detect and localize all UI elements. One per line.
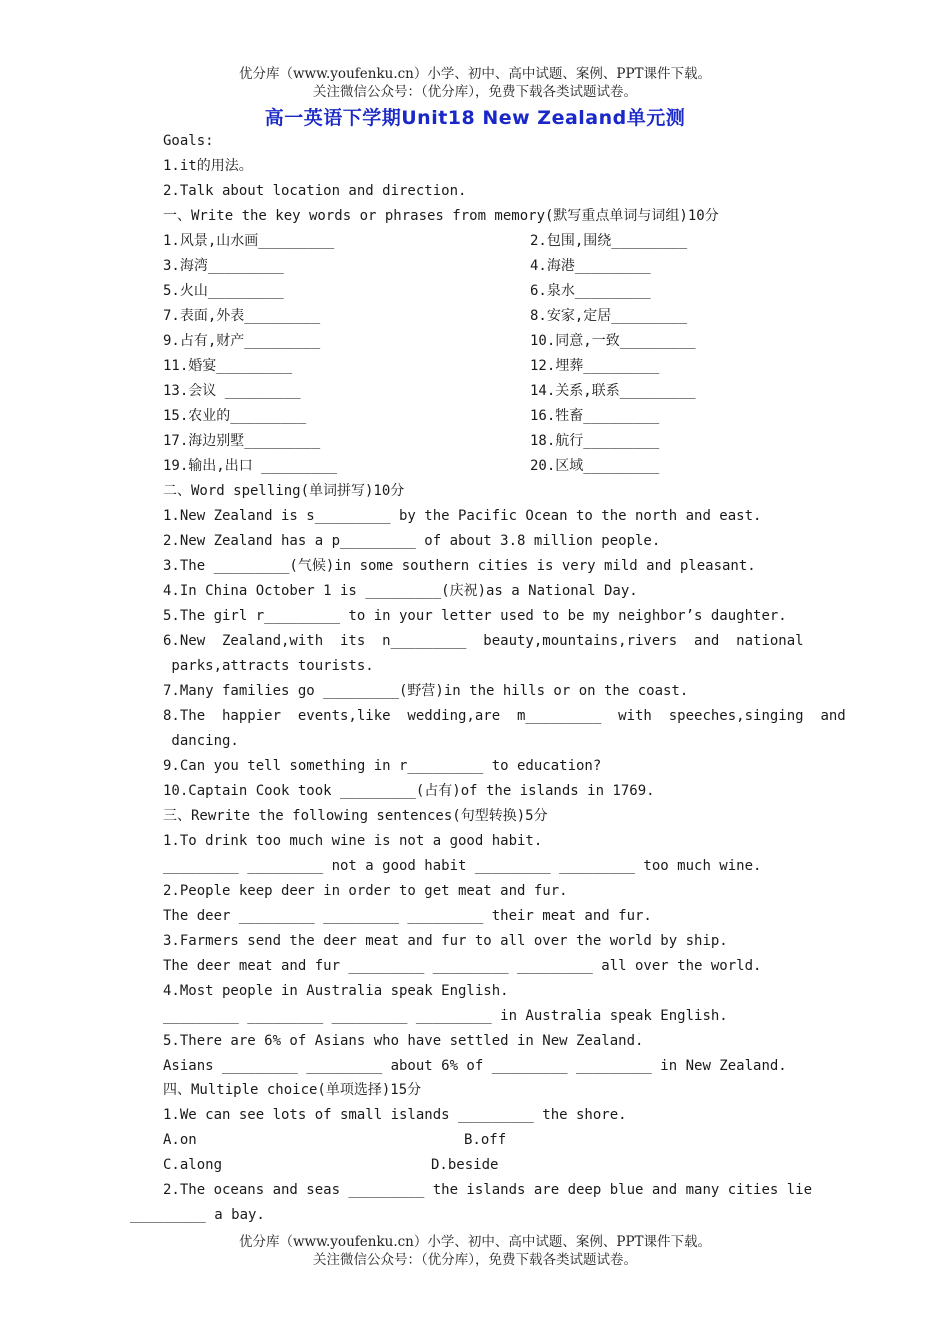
- vocab-item: 6.泉水_________: [530, 283, 651, 299]
- rewrite-line: _________ _________ _________ _________ in Australia speak English.: [163, 1008, 728, 1024]
- vocab-item: 1.风景,山水画_________: [163, 233, 335, 249]
- question-1: 1.We can see lots of small islands _________ the shore.: [163, 1107, 627, 1123]
- spelling-line: 10.Captain Cook took _________(占有)of the islands in 1769.: [163, 783, 655, 799]
- option-a: A.on: [163, 1132, 197, 1148]
- spelling-line: 1.New Zealand is s_________ by the Pacific Ocean to the north and east.: [163, 508, 762, 524]
- vocab-item: 17.海边别墅_________: [163, 433, 321, 449]
- footer-line-2: 关注微信公众号：（优分库），免费下载各类试题试卷。: [313, 1252, 637, 1268]
- section3-heading: 三、Rewrite the following sentences(句型转换)5分: [163, 808, 548, 824]
- rewrite-line: 3.Farmers send the deer meat and fur to all over the world by ship.: [163, 933, 728, 949]
- vocab-item: 7.表面,外表_________: [163, 308, 321, 324]
- vocab-item: 16.牲畜_________: [530, 408, 660, 424]
- vocab-item: 15.农业的_________: [163, 408, 307, 424]
- rewrite-line: 4.Most people in Australia speak English.: [163, 983, 509, 999]
- rewrite-line: 2.People keep deer in order to get meat and fur.: [163, 883, 568, 899]
- option-d: D.beside: [431, 1157, 499, 1173]
- spelling-line: 2.New Zealand has a p_________ of about 3.8 million people.: [163, 533, 661, 549]
- goal-item: 1.it的用法。: [163, 158, 253, 174]
- option-c: C.along: [163, 1157, 223, 1173]
- rewrite-line: 1.To drink too much wine is not a good habit.: [163, 833, 543, 849]
- spelling-line: parks,attracts tourists.: [163, 658, 374, 674]
- vocab-item: 10.同意,一致_________: [530, 333, 696, 349]
- vocab-item: 18.航行_________: [530, 433, 660, 449]
- spelling-line: 4.In China October 1 is _________(庆祝)as a National Day.: [163, 583, 638, 599]
- vocab-item: 12.埋葬_________: [530, 358, 660, 374]
- vocab-item: 14.关系,联系_________: [530, 383, 696, 399]
- vocab-item: 13.会议 _________: [163, 383, 301, 399]
- spelling-line: 6.New Zealand,with its n_________ beauty,mountains,rivers and national: [163, 633, 804, 649]
- rewrite-line: 5.There are 6% of Asians who have settled in New Zealand.: [163, 1033, 644, 1049]
- question-2-continued: _________ a bay.: [130, 1207, 265, 1223]
- spelling-line: 3.The _________(气候)in some southern cities is very mild and pleasant.: [163, 558, 756, 574]
- vocab-item: 8.安家,定居_________: [530, 308, 688, 324]
- section2-heading: 二、Word spelling(单词拼写)10分: [163, 483, 405, 499]
- vocab-item: 3.海湾_________: [163, 258, 284, 274]
- rewrite-line: Asians _________ _________ about 6% of _________ _________ in New Zealand.: [163, 1058, 787, 1074]
- question-2: 2.The oceans and seas _________ the islands are deep blue and many cities lie: [163, 1182, 813, 1198]
- vocab-item: 2.包围,围绕_________: [530, 233, 688, 249]
- rewrite-line: The deer meat and fur _________ _________ _________ all over the world.: [163, 958, 762, 974]
- vocab-item: 5.火山_________: [163, 283, 284, 299]
- header-line-1: 优分库（www.youfenku.cn）小学、初中、高中试题、案例、PPT课件下载。: [238, 66, 712, 82]
- spelling-line: dancing.: [163, 733, 239, 749]
- vocab-item: 11.婚宴_________: [163, 358, 293, 374]
- page-title: 高一英语下学期Unit18 New Zealand单元测: [264, 107, 686, 129]
- goal-item: 2.Talk about location and direction.: [163, 183, 467, 199]
- section4-heading: 四、Multiple choice(单项选择)15分: [163, 1082, 422, 1098]
- rewrite-line: The deer _________ _________ _________ their meat and fur.: [163, 908, 652, 924]
- vocab-item: 19.输出,出口 _________: [163, 458, 338, 474]
- rewrite-line: _________ _________ not a good habit _________ _________ too much wine.: [163, 858, 762, 874]
- option-b: B.off: [464, 1132, 507, 1148]
- vocab-item: 4.海港_________: [530, 258, 651, 274]
- spelling-line: 5.The girl r_________ to in your letter used to be my neighbor’s daughter.: [163, 608, 787, 624]
- spelling-line: 9.Can you tell something in r_________ to education?: [163, 758, 602, 774]
- footer-line-1: 优分库（www.youfenku.cn）小学、初中、高中试题、案例、PPT课件下载。: [238, 1234, 712, 1250]
- vocab-item: 20.区域_________: [530, 458, 660, 474]
- spelling-line: 8.The happier events,like wedding,are m_________ with speeches,singing and: [163, 708, 846, 724]
- goals-heading: Goals:: [163, 133, 214, 149]
- spelling-line: 7.Many families go _________(野营)in the hills or on the coast.: [163, 683, 689, 699]
- header-line-2: 关注微信公众号：（优分库），免费下载各类试题试卷。: [313, 84, 637, 100]
- section1-heading: 一、Write the key words or phrases from memory(默写重点单词与词组)10分: [163, 208, 719, 224]
- vocab-item: 9.占有,财产_________: [163, 333, 321, 349]
